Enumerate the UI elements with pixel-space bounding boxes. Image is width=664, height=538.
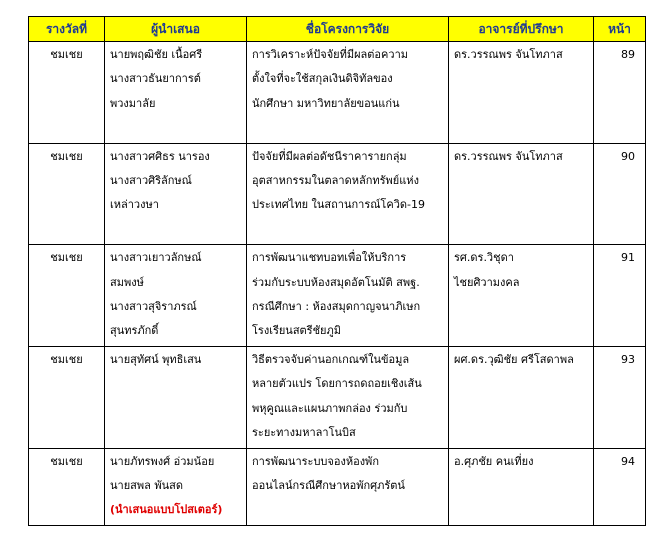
project-title-line: โรงเรียนสตรีชัยภูมิ xyxy=(252,324,341,338)
header-advisor: อาจารย์ที่ปรึกษา xyxy=(449,17,594,42)
project-title-line: ประเทศไทย ในสถานการณ์โควิด-19 xyxy=(252,198,425,212)
advisor-name: อ.ศุภชัย คนเที่ยง xyxy=(454,454,534,468)
advisor-name: ดร.วรรณพร จันโทภาส xyxy=(454,149,563,163)
presenter-cell xyxy=(105,42,247,144)
presenter-name: เหล่าวงษา xyxy=(110,198,159,212)
presenter-name: นายสพล พันสด xyxy=(110,478,183,492)
header-award: รางวัลที่ xyxy=(29,17,105,42)
table-row xyxy=(29,143,646,245)
project-title-line: กรณีศึกษา : ห้องสมุดกาญจนาภิเษก xyxy=(252,300,421,314)
project-title-line: การวิเคราะห์ปัจจัยที่มีผลต่อความ xyxy=(252,48,409,61)
poster-presentation-note: (นำเสนอแบบโปสเตอร์) xyxy=(110,503,223,517)
research-projects-table xyxy=(28,16,646,526)
award-cell: ชมเชย xyxy=(29,42,105,144)
page-number-cell: 94 xyxy=(594,448,646,525)
project-title-line: ร่วมกับระบบห้องสมุดอัตโนมัติ สพฐ. xyxy=(252,275,420,289)
project-title-cell xyxy=(247,346,449,448)
header-page: หน้า xyxy=(594,17,646,42)
page-number-cell: 89 xyxy=(594,42,646,144)
presenter-name xyxy=(110,116,241,140)
presenter-name: นางสาวศศิธร นารอง xyxy=(110,149,210,163)
project-title-cell xyxy=(247,42,449,144)
presenter-name: นายสุทัศน์ พุทธิเสน xyxy=(110,352,202,366)
presenter-name: นางสาวสุจิราภรณ์ xyxy=(110,300,197,314)
page-number-cell: 90 xyxy=(594,143,646,245)
table-header-row xyxy=(29,17,646,42)
advisor-cell xyxy=(449,42,594,144)
presenter-name: นางสาวธันยาการต์ xyxy=(110,72,201,86)
presenter-cell xyxy=(105,346,247,448)
project-title-line xyxy=(252,498,443,522)
project-title-line: ตั้งใจที่จะใช้สกุลเงินดิจิทัลของ xyxy=(252,72,393,86)
table-body xyxy=(29,42,646,526)
presenter-name: สุนทรภักดิ์ xyxy=(110,324,159,338)
project-title-line: การพัฒนาระบบจองห้องพัก xyxy=(252,454,379,468)
presenter-name: นายพฤฒิชัย เนื้อศรี xyxy=(110,48,203,61)
page-number-cell: 91 xyxy=(594,245,646,347)
header-title: ชื่อโครงการวิจัย xyxy=(247,17,449,42)
page-number-cell: 93 xyxy=(594,346,646,448)
presenter-name: สมพงษ์ xyxy=(110,275,144,289)
project-title-line: นักศึกษา มหาวิทยาลัยขอนแก่น xyxy=(252,96,400,110)
advisor-name: ดร.วรรณพร จันโทภาส xyxy=(454,48,563,61)
award-cell: ชมเชย xyxy=(29,346,105,448)
advisor-name: ผศ.ดร.วุฒิชัย ศรีโสดาพล xyxy=(454,352,574,366)
table-row xyxy=(29,42,646,144)
project-title-line: หลายตัวแปร โดยการถดถอยเชิงเส้น xyxy=(252,377,422,391)
presenter-cell xyxy=(105,245,247,347)
award-cell: ชมเชย xyxy=(29,448,105,525)
award-cell: ชมเชย xyxy=(29,143,105,245)
table-row xyxy=(29,346,646,448)
project-title-cell xyxy=(247,448,449,525)
project-title-cell xyxy=(247,143,449,245)
project-title-line xyxy=(252,116,443,140)
project-title-cell xyxy=(247,245,449,347)
presenter-cell xyxy=(105,448,247,525)
project-title-line: ออนไลน์กรณีศึกษาหอพักศุภรัตน์ xyxy=(252,478,405,492)
table-row xyxy=(29,245,646,347)
presenter-cell xyxy=(105,143,247,245)
project-title-line: พหุคูณและแผนภาพกล่อง ร่วมกับ xyxy=(252,401,408,415)
advisor-cell xyxy=(449,245,594,347)
presenter-name: นางสาวศิริลักษณ์ xyxy=(110,174,192,188)
advisor-cell xyxy=(449,143,594,245)
project-title-line: ระยะทางมหาลาโนบิส xyxy=(252,426,356,440)
project-title-line: การพัฒนาแชทบอทเพื่อให้บริการ xyxy=(252,251,407,265)
award-cell: ชมเชย xyxy=(29,245,105,347)
presenter-name xyxy=(110,218,241,242)
project-title-line: อุตสาหกรรมในตลาดหลักทรัพย์แห่ง xyxy=(252,174,419,188)
advisor-cell xyxy=(449,346,594,448)
advisor-name: ไชยศิวามงคล xyxy=(454,275,520,289)
project-title-line: วิธีตรวจจับค่านอกเกณฑ์ในข้อมูล xyxy=(252,352,410,366)
advisor-name: รศ.ดร.วิชุดา xyxy=(454,251,514,265)
presenter-name: นางสาวเยาวลักษณ์ xyxy=(110,251,202,265)
header-presenter: ผู้นำเสนอ xyxy=(105,17,247,42)
presenter-name: พวงมาลัย xyxy=(110,96,156,110)
project-title-line xyxy=(252,218,443,242)
table-row xyxy=(29,448,646,525)
project-title-line: ปัจจัยที่มีผลต่อดัชนีราคารายกลุ่ม xyxy=(252,149,407,163)
advisor-cell xyxy=(449,448,594,525)
presenter-name: นายภัทรพงศ์ อ่วมน้อย xyxy=(110,454,215,468)
